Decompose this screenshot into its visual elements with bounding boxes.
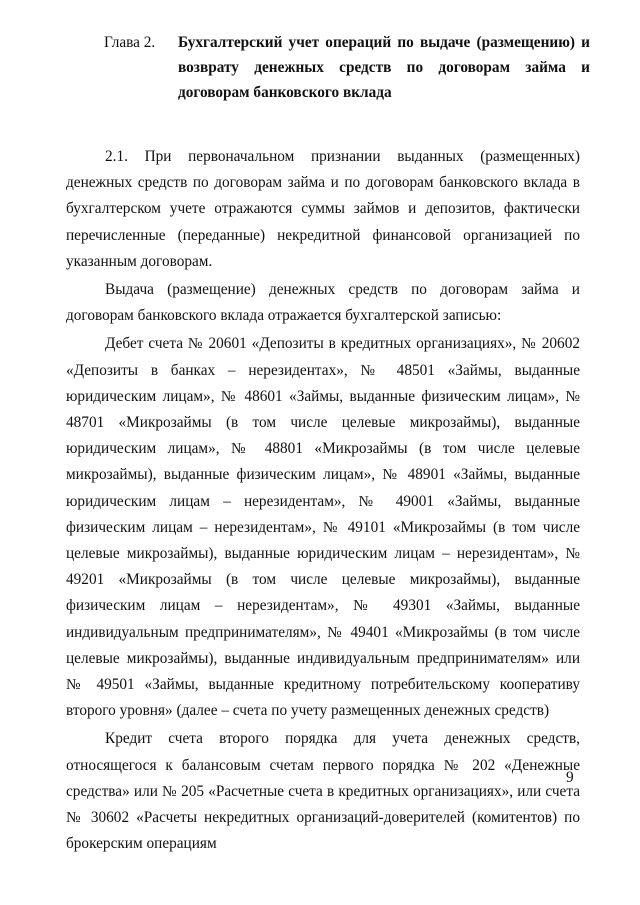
page-number: 9 bbox=[566, 769, 574, 786]
paragraph-credit: Кредит счета второго порядка для учета денежных средств, относящегося к балансовым счетам первого порядка № 202 «Денежные средства» или № 205 «Расчетные счета в кредитных организациях», или счета № 30602 «Расчеты некредитных организаций-доверителей (комитентов) по брокерским операциям bbox=[66, 730, 580, 853]
chapter-title: Бухгалтерский учет операций по выдаче (размещению) и возврату денежных средств по договорам займа и договорам банковского вклада bbox=[178, 34, 590, 101]
chapter-heading bbox=[104, 30, 590, 105]
paragraph-debit: Дебет счета № 20601 «Депозиты в кредитных организациях», № 20602 «Депозиты в банках – нерезидентах», № 48501 «Займы, выданные юридическим лицам», № 48601 «Займы, выданные физическим лицам», № 48701 «Микрозаймы (в том числе целевые микрозаймы), выданные юридическим лицам», № 48801 «Микрозаймы (в том числе целевые микрозаймы), выданные физическим лицам», № 48901 «Займы, выданные юридическим лицам – нерезидентам», № 49001 «Займы, выданные физическим лицам – нерезидентам», № 49101 «Микрозаймы (в том числе целевые микрозаймы), выданные юридическим лицам – нерезидентам», № 49201 «Микрозаймы (в том числе целевые микрозаймы), выданные физическим лицам – нерезидентам», № 49301 «Займы, выданные индивидуальным предпринимателям», № 49401 «Микрозаймы (в том числе целевые микрозаймы), выданные индивидуальным предпринимателям» или № 49501 «Займы, выданные кредитному потребительскому кооперативу второго уровня» (далее – счета по учету размещенных денежных средств) bbox=[66, 335, 580, 720]
body-text bbox=[66, 144, 580, 859]
paragraph-issuance: Выдача (размещение) денежных средств по договорам займа и договорам банковского вклада отражается бухгалтерской записью: bbox=[66, 281, 580, 325]
chapter-label: Глава 2. bbox=[104, 34, 156, 51]
paragraph-2-1: 2.1. При первоначальном признании выданных (размещенных) денежных средств по договорам займа и по договорам банковского вклада в бухгалтерском учете отражаются суммы займов и депозитов, фактически перечисленные (переданные) некредитной финансовой организацией по указанным договорам. bbox=[66, 148, 580, 270]
